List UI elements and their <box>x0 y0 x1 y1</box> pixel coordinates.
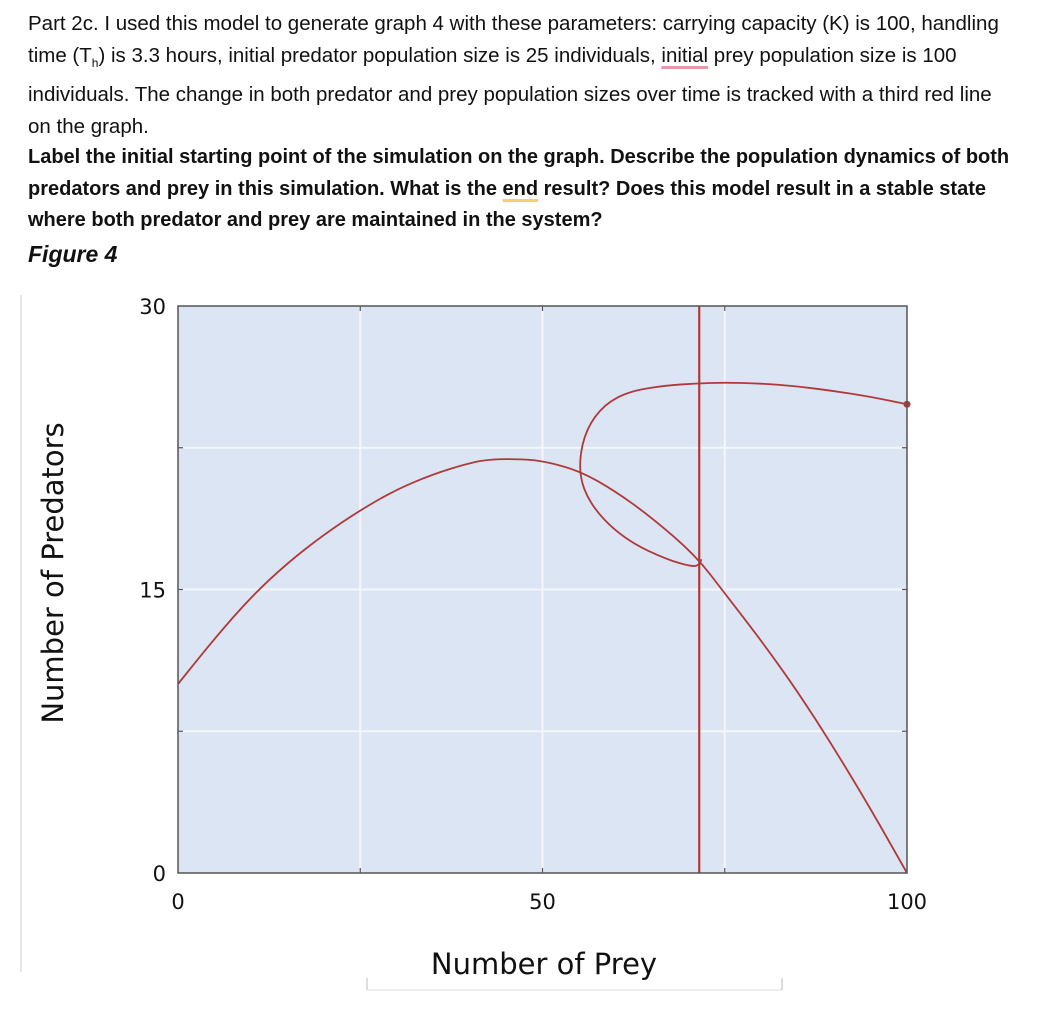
x-tick-label: 0 <box>171 890 185 914</box>
instruction-text-1: Label the initial starting point of the simulation on the graph. Describe the population dynamics of both predators and prey in this simulation. What is the <box>28 146 1010 200</box>
y-tick-label: 30 <box>139 295 166 319</box>
x-tick-label: 100 <box>886 890 928 914</box>
paragraph-text-3: prey population size is 100 individuals. The change in both predator and prey population sizes over time is tracked with a third red line on the graph. <box>28 43 992 138</box>
handling-time-subscript: h <box>91 55 99 70</box>
x-tick-label: 50 <box>529 890 556 914</box>
paragraph-text-2: ) is 3.3 hours, initial predator population size is 25 individuals, <box>98 43 662 67</box>
y-tick-label: 0 <box>152 862 166 886</box>
underlined-end-word: end <box>502 177 539 200</box>
y-axis-label: Number of Predators <box>36 422 70 724</box>
paragraph-text-1: Part 2c. I used this model to generate graph 4 with these parameters: carrying capacity (K) is 100, handling time (T <box>28 12 999 67</box>
y-tick-label: 15 <box>139 578 166 603</box>
x-axis-label: Number of Prey <box>430 947 658 981</box>
figure-title: Figure 4 <box>28 240 118 267</box>
instruction-text-2: result? Does this model result in a stable state where both predator and prey are maintained in the system? <box>28 177 986 232</box>
underlined-initial-word: initial <box>661 43 709 67</box>
